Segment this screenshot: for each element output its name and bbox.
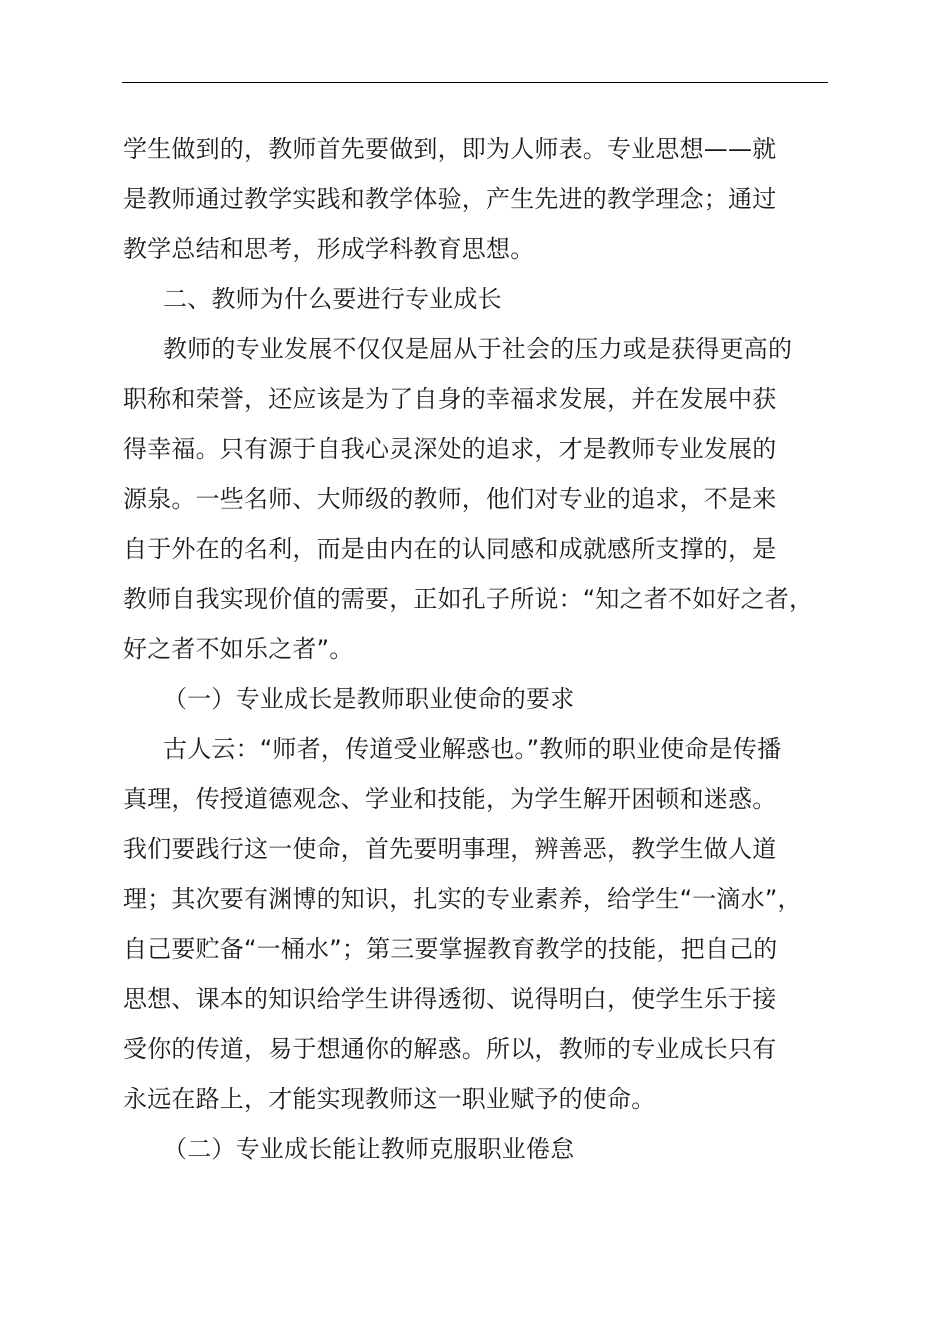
section-heading-2: 二、教师为什么要进行专业成长: [163, 285, 502, 313]
paragraph-line: 我们要践行这一使命，首先要明事理，辨善恶，教学生做人道: [123, 835, 777, 863]
paragraph-line: 是教师通过教学实践和教学体验，产生先进的教学理念；通过: [123, 185, 777, 213]
paragraph-line: 受你的传道，易于想通你的解惑。所以，教师的专业成长只有: [123, 1035, 777, 1063]
paragraph-line: 真理，传授道德观念、学业和技能，为学生解开困顿和迷惑。: [123, 785, 777, 813]
paragraph-line: 教师的专业发展不仅仅是屈从于社会的压力或是获得更高的: [163, 335, 793, 363]
paragraph-line: 自于外在的名利，而是由内在的认同感和成就感所支撑的，是: [123, 535, 777, 563]
paragraph-line: 职称和荣誉，还应该是为了自身的幸福求发展，并在发展中获: [123, 385, 777, 413]
paragraph-line: 教师自我实现价值的需要，正如孔子所说：“知之者不如好之者，: [123, 585, 814, 613]
subsection-heading-1: （一）专业成长是教师职业使命的要求: [163, 685, 575, 713]
paragraph-line: 源泉。一些名师、大师级的教师，他们对专业的追求，不是来: [123, 485, 777, 513]
paragraph-line: 得幸福。只有源于自我心灵深处的追求，才是教师专业发展的: [123, 435, 777, 463]
paragraph-line: 好之者不如乐之者”。: [123, 635, 354, 663]
paragraph-line: 古人云：“师者，传道受业解惑也。”教师的职业使命是传播: [163, 735, 782, 763]
header-rule: [122, 82, 828, 83]
document-body: [123, 124, 843, 1174]
paragraph-line: 思想、课本的知识给学生讲得透彻、说得明白，使学生乐于接: [123, 985, 777, 1013]
subsection-heading-2: （二）专业成长能让教师克服职业倦怠: [163, 1135, 575, 1163]
paragraph-line: 教学总结和思考，形成学科教育思想。: [123, 235, 535, 263]
paragraph-line: 理；其次要有渊博的知识，扎实的专业素养，给学生“一滴水”，: [123, 885, 802, 913]
paragraph-line: 永远在路上，才能实现教师这一职业赋予的使命。: [123, 1085, 656, 1113]
paragraph-line: 自己要贮备“一桶水”；第三要掌握教育教学的技能，把自己的: [123, 935, 778, 963]
paragraph-line: 学生做到的，教师首先要做到，即为人师表。专业思想——就: [123, 135, 777, 163]
